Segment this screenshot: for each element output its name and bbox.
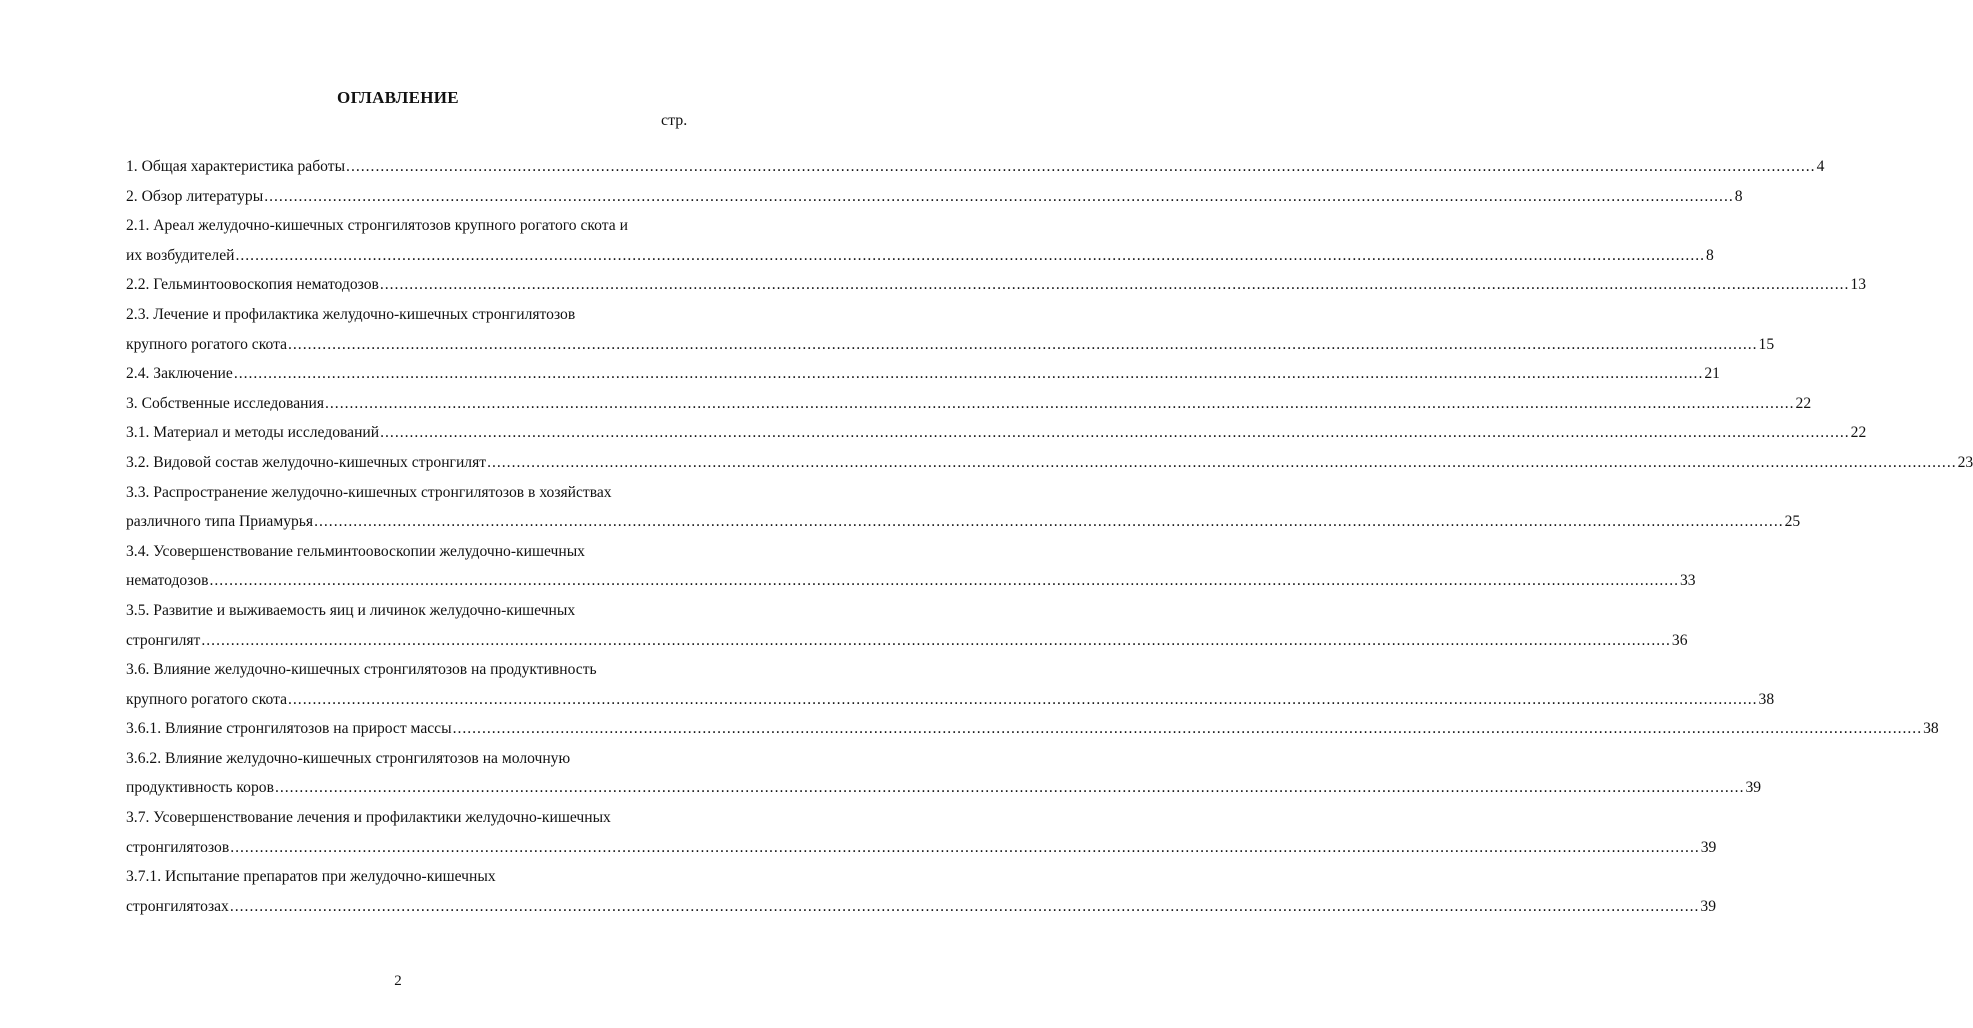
toc-page-number: 38 <box>1923 720 1939 738</box>
dot-leader: ............................................................................................................................................................................................................................................................................................................ <box>487 453 1957 471</box>
toc-entry <box>126 270 1866 300</box>
toc-entry <box>126 241 1714 271</box>
toc-entry <box>126 330 1775 360</box>
toc-page-number: 36 <box>1671 631 1688 649</box>
toc-entry-text: 3.7.1. Испытание препаратов при желудочно-кишечных <box>126 868 496 886</box>
toc-entry-text: продуктивность коров <box>126 779 274 797</box>
toc-entry <box>126 418 1867 448</box>
toc-entry-title <box>126 803 701 833</box>
toc-entry <box>126 566 1696 596</box>
toc-page-number: 22 <box>1795 394 1812 412</box>
toc-heading: ОГЛАВЛЕНИЕ <box>337 88 459 107</box>
toc-entry-text: 2.1. Ареал желудочно-кишечных стронгилятозов крупного рогатого скота и <box>126 217 628 235</box>
dot-leader: ............................................................................................................................................................................................................................................................................................................ <box>288 335 1758 353</box>
toc-entry-title <box>126 537 701 567</box>
toc-entry-text: стронгилят <box>126 631 201 649</box>
dot-leader: ............................................................................................................................................................................................................................................................................................................ <box>230 838 1700 856</box>
toc-entry <box>126 685 1775 715</box>
toc-entry-title <box>126 300 701 330</box>
dot-leader: ............................................................................................................................................................................................................................................................................................................ <box>233 365 1704 383</box>
toc-entry-text: их возбудителей <box>126 246 235 264</box>
toc-page-number: 15 <box>1758 335 1775 353</box>
toc-page-number: 21 <box>1704 365 1720 383</box>
toc-entry <box>126 182 1743 212</box>
dot-leader: ............................................................................................................................................................................................................................................................................................................ <box>325 394 1795 412</box>
dot-leader: ............................................................................................................................................................................................................................................................................................................ <box>201 631 1671 649</box>
toc-page-number: 39 <box>1745 779 1762 797</box>
toc-entry <box>126 773 1762 803</box>
toc-page-number: 25 <box>1784 513 1801 531</box>
toc-entry-title <box>126 744 701 774</box>
toc-entry <box>126 833 1717 863</box>
toc-entry <box>126 448 1973 478</box>
toc-page-number: 13 <box>1850 276 1866 294</box>
toc-entry <box>126 626 1688 656</box>
toc-entry-text: стронгилятозах <box>126 897 229 915</box>
toc-entry-text: 3.3. Распространение желудочно-кишечных стронгилятозов в хозяйствах <box>126 483 612 501</box>
toc-entry <box>126 892 1716 922</box>
toc-page-number: 38 <box>1758 690 1775 708</box>
toc-entry-title <box>126 655 701 685</box>
dot-leader: ............................................................................................................................................................................................................................................................................................................ <box>264 187 1734 205</box>
toc-entry <box>126 714 1939 744</box>
dot-leader: ............................................................................................................................................................................................................................................................................................................ <box>380 424 1850 442</box>
table-of-contents <box>126 152 1973 921</box>
toc-entry-text: 3.6.1. Влияние стронгилятозов на прирост массы <box>126 720 452 738</box>
page-number: 2 <box>394 973 402 989</box>
toc-entry-title <box>126 596 701 626</box>
toc-entry-text: 3. Собственные исследования <box>126 394 324 412</box>
toc-page-number: 8 <box>1734 187 1743 205</box>
dot-leader: ............................................................................................................................................................................................................................................................................................................ <box>452 720 1923 738</box>
dot-leader: ............................................................................................................................................................................................................................................................................................................ <box>274 779 1745 797</box>
toc-page-number: 22 <box>1850 424 1867 442</box>
toc-entry-text: 2. Обзор литературы <box>126 187 264 205</box>
dot-leader: ............................................................................................................................................................................................................................................................................................................ <box>209 572 1679 590</box>
toc-entry <box>126 359 1720 389</box>
toc-entry-text: 2.4. Заключение <box>126 365 233 383</box>
toc-entry-text: 3.7. Усовершенствование лечения и профилактики желудочно-кишечных <box>126 809 611 827</box>
toc-page-number: 39 <box>1700 838 1717 856</box>
toc-page-number: 39 <box>1700 897 1716 915</box>
toc-entry-text: 2.2. Гельминтоовоскопия нематодозов <box>126 276 379 294</box>
toc-entry-title <box>126 862 701 892</box>
dot-leader: ............................................................................................................................................................................................................................................................................................................ <box>379 276 1850 294</box>
dot-leader: ............................................................................................................................................................................................................................................................................................................ <box>229 897 1700 915</box>
toc-entry-text: 3.5. Развитие и выживаемость яиц и личинок желудочно-кишечных <box>126 601 576 619</box>
toc-entry-text: 3.2. Видовой состав желудочно-кишечных стронгилят <box>126 453 487 471</box>
toc-entry <box>126 389 1812 419</box>
page-column-label: стр. <box>661 112 688 129</box>
toc-page-number: 23 <box>1957 453 1973 471</box>
toc-entry-title <box>126 478 701 508</box>
toc-page-number: 4 <box>1816 158 1825 175</box>
toc-entry-text: 3.6.2. Влияние желудочно-кишечных стронгилятозов на молочную <box>126 749 571 767</box>
toc-entry-text: 1. Общая характеристика работы <box>126 158 346 175</box>
toc-entry-text: стронгилятозов <box>126 838 230 856</box>
toc-entry-text: 3.1. Материал и методы исследований <box>126 424 380 442</box>
toc-entry-title <box>126 211 701 241</box>
toc-entry-text: различного типа Приамурья <box>126 513 314 531</box>
toc-page-number: 8 <box>1706 246 1714 264</box>
toc-page-number: 33 <box>1680 572 1696 590</box>
dot-leader: ............................................................................................................................................................................................................................................................................................................ <box>314 513 1784 531</box>
toc-entry-text: крупного рогатого скота <box>126 690 287 708</box>
toc-entry-text: 3.4. Усовершенствование гельминтоовоскопии желудочно-кишечных <box>126 542 585 560</box>
dot-leader: ............................................................................................................................................................................................................................................................................................................ <box>346 158 1816 175</box>
toc-entry-text: нематодозов <box>126 572 209 590</box>
toc-entry-text: 3.6. Влияние желудочно-кишечных стронгилятозов на продуктивность <box>126 661 597 679</box>
dot-leader: ............................................................................................................................................................................................................................................................................................................ <box>288 690 1758 708</box>
toc-entry-text: 2.3. Лечение и профилактика желудочно-кишечных стронгилятозов <box>126 305 576 323</box>
toc-entry-text: крупного рогатого скота <box>126 335 287 353</box>
toc-entry <box>126 507 1801 537</box>
toc-entry <box>126 152 1825 182</box>
dot-leader: ............................................................................................................................................................................................................................................................................................................ <box>235 246 1706 264</box>
